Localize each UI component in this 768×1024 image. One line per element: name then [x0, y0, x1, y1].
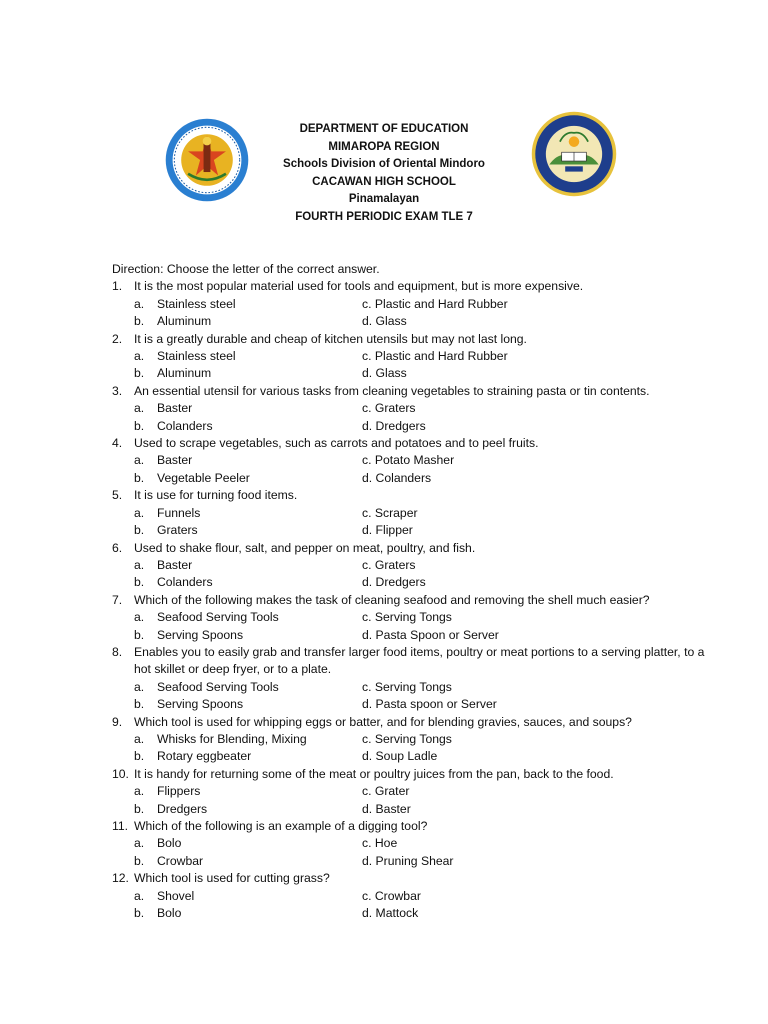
choice-d: d. Pruning Shear — [362, 853, 454, 868]
choice-c: c. Graters — [362, 557, 416, 572]
choice-c — [362, 888, 421, 905]
choice-b — [134, 748, 362, 765]
choice-b: b. — [134, 575, 145, 590]
choice-b-text: Colanders — [157, 418, 213, 433]
choice-b — [134, 574, 362, 591]
question-item — [112, 278, 712, 330]
choice-b — [134, 853, 362, 870]
choice-c — [362, 835, 397, 852]
choice-d: d. Glass — [362, 314, 407, 329]
choice-b-text: Colanders — [157, 575, 213, 590]
choice-a — [134, 557, 362, 574]
choice-b — [134, 905, 362, 922]
choice-c: c. Graters — [362, 401, 416, 416]
choice-d — [362, 905, 418, 922]
choice-c: c. Plastic and Hard Rubber — [362, 296, 508, 311]
question-item — [112, 870, 712, 922]
choice-b — [134, 470, 362, 487]
question-text: It is use for turning food items. — [134, 488, 298, 503]
answer-choices — [112, 679, 712, 714]
choice-a: a. — [134, 349, 145, 364]
choice-d — [362, 853, 453, 870]
choice-c: c. Serving Tongs — [362, 610, 452, 625]
choice-a-text: Stainless steel — [157, 349, 236, 364]
choice-d — [362, 470, 431, 487]
choice-a: a. — [134, 296, 145, 311]
choice-b — [134, 522, 362, 539]
choice-b-text: Aluminum — [157, 366, 212, 381]
choice-c — [362, 557, 416, 574]
question-number: 8. — [112, 644, 123, 659]
choice-a: a. — [134, 888, 145, 903]
choice-a — [134, 731, 362, 748]
question-number: 12. — [112, 871, 129, 886]
choice-c: c. Serving Tongs — [362, 679, 452, 694]
question-text: It is handy for returning some of the meat or poultry juices from the pan, back to the food. — [134, 766, 614, 781]
choice-b: b. — [134, 523, 145, 538]
choice-d: d. Flipper — [362, 523, 413, 538]
question-item — [112, 644, 712, 714]
choice-b: b. — [134, 853, 145, 868]
question-number: 10. — [112, 766, 129, 781]
question-number: 6. — [112, 540, 123, 555]
choice-b-text: Serving Spoons — [157, 627, 244, 642]
choice-a: a. — [134, 679, 145, 694]
header-school: CACAWAN HIGH SCHOOL — [312, 175, 456, 188]
question-number: 11. — [112, 819, 129, 833]
question-number: 7. — [112, 592, 123, 607]
choice-b — [134, 696, 362, 713]
choice-b-text: Dredgers — [157, 801, 208, 816]
header-region: MIMAROPA REGION — [328, 140, 440, 153]
choice-a-text: Funnels — [157, 505, 201, 520]
choice-a: a. — [134, 505, 145, 520]
choice-c — [362, 452, 454, 469]
choice-c — [362, 348, 508, 365]
question-text: Which tool is used for cutting grass? — [134, 871, 330, 886]
choice-a — [134, 452, 362, 469]
choice-c — [362, 505, 418, 522]
choice-a-text: Flippers — [157, 784, 201, 799]
choice-b-text: Aluminum — [157, 314, 212, 329]
choice-c — [362, 783, 409, 800]
choice-d: d. Dredgers — [362, 418, 426, 433]
question-item — [112, 766, 712, 818]
question-item — [112, 383, 712, 435]
choice-b — [134, 313, 362, 330]
choice-c: c. Grater — [362, 784, 410, 799]
choice-d: d. Baster — [362, 801, 411, 816]
choice-c — [362, 296, 508, 313]
choice-a — [134, 400, 362, 417]
choice-b: b. — [134, 697, 145, 712]
choice-a-text: Whisks for Blending, Mixing — [157, 731, 307, 746]
answer-choices — [112, 452, 712, 487]
question-number: 4. — [112, 436, 123, 451]
choice-c — [362, 609, 452, 626]
choice-a: a. — [134, 453, 145, 468]
question-item — [112, 540, 712, 592]
choice-c: c. Plastic and Hard Rubber — [362, 349, 508, 364]
header-division: Schools Division of Oriental Mindoro — [283, 158, 485, 170]
choice-c — [362, 679, 452, 696]
choice-b-text: Rotary eggbeater — [157, 749, 252, 764]
choice-a — [134, 296, 362, 313]
question-item — [112, 818, 712, 870]
question-text: An essential utensil for various tasks from cleaning vegetables to straining pasta or tin contents. — [134, 383, 650, 398]
choice-b-text: Crowbar — [157, 853, 204, 868]
answer-choices — [112, 400, 712, 435]
question-text: Which of the following is an example of a digging tool? — [134, 819, 428, 833]
answer-choices — [112, 609, 712, 644]
question-item — [112, 435, 712, 487]
choice-b — [134, 365, 362, 382]
question-text: Used to shake flour, salt, and pepper on meat, poultry, and fish. — [134, 540, 476, 555]
choice-b-text: Bolo — [157, 906, 182, 921]
choice-c — [362, 400, 416, 417]
choice-a: a. — [134, 731, 145, 746]
choice-a-text: Seafood Serving Tools — [157, 679, 279, 694]
choice-b: b. — [134, 366, 145, 381]
choice-a-text: Baster — [157, 557, 193, 572]
choice-b-text: Graters — [157, 523, 198, 538]
question-number: 3. — [112, 383, 123, 398]
answer-choices — [112, 888, 712, 923]
choice-d — [362, 418, 426, 435]
choice-b: b. — [134, 470, 145, 485]
question-text: Used to scrape vegetables, such as carrots and potatoes and to peel fruits. — [134, 436, 539, 451]
question-text: Which of the following makes the task of cleaning seafood and removing the shell much easier? — [134, 592, 650, 607]
choice-a — [134, 679, 362, 696]
choice-c: c. Potato Masher — [362, 453, 455, 468]
header-location: Pinamalayan — [348, 193, 420, 205]
question-text: It is the most popular material used for tools and equipment, but is more expensive. — [134, 279, 584, 294]
choice-d: d. Colanders — [362, 470, 432, 485]
choice-b — [134, 801, 362, 818]
choice-c: c. Hoe — [362, 836, 398, 851]
choice-c: c. Crowbar — [362, 888, 421, 903]
choice-d — [362, 627, 499, 644]
choice-d — [362, 696, 497, 713]
choice-d: d. Pasta Spoon or Server — [362, 627, 499, 642]
choice-a — [134, 888, 362, 905]
choice-b-text: Vegetable Peeler — [157, 470, 250, 485]
answer-choices — [112, 296, 712, 331]
answer-choices — [112, 348, 712, 383]
header-department: DEPARTMENT OF EDUCATION — [299, 123, 469, 135]
choice-a: a. — [134, 836, 145, 851]
choice-d — [362, 313, 407, 330]
choice-d: d. Mattock — [362, 906, 419, 921]
choice-b: b. — [134, 749, 145, 764]
choice-c: c. Scraper — [362, 505, 418, 520]
exam-body — [112, 261, 712, 922]
question-item — [112, 714, 712, 766]
choice-a-text: Baster — [157, 453, 193, 468]
choice-c: c. Serving Tongs — [362, 731, 452, 746]
choice-d — [362, 522, 413, 539]
choice-a — [134, 609, 362, 626]
question-number: 5. — [112, 488, 123, 503]
choice-a-text: Seafood Serving Tools — [157, 610, 279, 625]
choice-b: b. — [134, 314, 145, 329]
header-exam-title: FOURTH PERIODIC EXAM TLE 7 — [295, 210, 473, 223]
choice-d — [362, 574, 426, 591]
choice-a: a. — [134, 401, 145, 416]
choice-d — [362, 801, 411, 818]
question-item — [112, 592, 712, 644]
exam-header — [200, 121, 568, 226]
answer-choices — [112, 835, 712, 870]
exam-direction: Direction: Choose the letter of the correct answer. — [112, 262, 380, 276]
answer-choices — [112, 505, 712, 540]
question-number: 2. — [112, 331, 123, 346]
choice-b: b. — [134, 418, 145, 433]
question-text: Enables you to easily grab and transfer larger food items, poultry or meat portions to a serving platter, to a hot skillet or deep fryer, or to a plate. — [134, 644, 705, 677]
choice-d — [362, 365, 407, 382]
choice-a-text: Stainless steel — [157, 296, 236, 311]
choice-d — [362, 748, 437, 765]
question-number: 1. — [112, 279, 123, 294]
choice-a-text: Bolo — [157, 836, 182, 851]
answer-choices — [112, 731, 712, 766]
choice-d: d. Soup Ladle — [362, 749, 438, 764]
choice-d: d. Dredgers — [362, 575, 426, 590]
choice-a — [134, 783, 362, 800]
choice-c — [362, 731, 452, 748]
question-item — [112, 331, 712, 383]
choice-b-text: Serving Spoons — [157, 697, 244, 712]
choice-b — [134, 627, 362, 644]
choice-d: d. Pasta spoon or Server — [362, 697, 497, 712]
question-item — [112, 487, 712, 539]
question-text: It is a greatly durable and cheap of kitchen utensils but may not last long. — [134, 331, 527, 346]
answer-choices — [112, 783, 712, 818]
question-number: 9. — [112, 714, 123, 729]
question-list — [112, 278, 712, 922]
choice-a — [134, 835, 362, 852]
choice-b: b. — [134, 627, 145, 642]
choice-a: a. — [134, 557, 145, 572]
choice-a — [134, 505, 362, 522]
choice-b: b. — [134, 906, 145, 921]
choice-a-text: Shovel — [157, 888, 195, 903]
choice-a: a. — [134, 610, 145, 625]
question-text: Which tool is used for whipping eggs or batter, and for blending gravies, sauces, and soups? — [134, 714, 632, 729]
choice-a — [134, 348, 362, 365]
choice-a: a. — [134, 784, 145, 799]
choice-d: d. Glass — [362, 366, 407, 381]
choice-b — [134, 418, 362, 435]
choice-b: b. — [134, 801, 145, 816]
answer-choices — [112, 557, 712, 592]
choice-a-text: Baster — [157, 401, 193, 416]
